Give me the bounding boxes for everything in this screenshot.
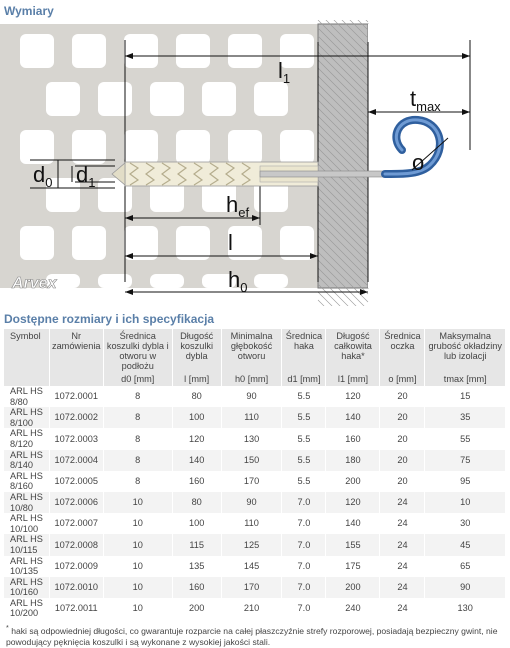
table-cell: 130 xyxy=(221,428,282,449)
table-row xyxy=(4,471,506,492)
spec-unit-cell: d0 [mm] xyxy=(103,373,172,386)
table-cell: 1072.0007 xyxy=(49,513,103,534)
spec-header-cell: Symbol xyxy=(4,329,49,373)
cladding-layer xyxy=(318,24,368,288)
table-cell: ARL HS 10/200 xyxy=(4,598,49,619)
table-row xyxy=(4,386,506,407)
table-cell: 170 xyxy=(221,577,282,598)
table-cell: 75 xyxy=(425,450,506,471)
table-row xyxy=(4,598,506,619)
table-cell: 5.5 xyxy=(282,407,326,428)
table-cell: 100 xyxy=(172,513,221,534)
label-l: l xyxy=(228,230,233,255)
table-cell: 140 xyxy=(326,407,380,428)
table-cell: ARL HS 8/80 xyxy=(4,386,49,407)
table-cell: 1072.0006 xyxy=(49,492,103,513)
table-cell: 120 xyxy=(172,428,221,449)
table-cell: 1072.0002 xyxy=(49,407,103,428)
table-row xyxy=(4,450,506,471)
dimensions-diagram xyxy=(0,20,510,306)
table-cell: 55 xyxy=(425,428,506,449)
table-cell: 160 xyxy=(326,428,380,449)
table-cell: 90 xyxy=(221,386,282,407)
table-row xyxy=(4,577,506,598)
table-cell: ARL HS 8/120 xyxy=(4,428,49,449)
table-cell: 5.5 xyxy=(282,471,326,492)
table-cell: 7.0 xyxy=(282,598,326,619)
label-o: o xyxy=(412,150,425,175)
svg-text:Arvex: Arvex xyxy=(12,275,57,292)
table-cell: ARL HS 8/100 xyxy=(4,407,49,428)
spec-header-cell: Długość całkowita haka* xyxy=(326,329,380,373)
spec-title: Dostępne rozmiary i ich specyfikacja xyxy=(4,312,215,326)
table-cell: 30 xyxy=(425,513,506,534)
table-cell: 125 xyxy=(221,534,282,555)
table-cell: ARL HS 10/115 xyxy=(4,534,49,555)
table-cell: 80 xyxy=(172,386,221,407)
table-row xyxy=(4,534,506,555)
spec-table xyxy=(4,329,506,619)
spec-header-cell: Średnica koszulki dybla i otworu w podłożu xyxy=(103,329,172,373)
table-cell: 45 xyxy=(425,534,506,555)
spec-unit-cell: o [mm] xyxy=(380,373,425,386)
table-cell: 10 xyxy=(425,492,506,513)
diagram-title: Wymiary xyxy=(4,4,54,18)
table-cell: 155 xyxy=(326,534,380,555)
table-cell: 170 xyxy=(221,471,282,492)
table-cell: 90 xyxy=(221,492,282,513)
table-cell: 10 xyxy=(103,598,172,619)
table-cell: 140 xyxy=(326,513,380,534)
table-cell: 160 xyxy=(172,577,221,598)
table-cell: 200 xyxy=(326,577,380,598)
table-cell: 24 xyxy=(380,556,425,577)
table-cell: 10 xyxy=(103,534,172,555)
table-cell: 65 xyxy=(425,556,506,577)
table-cell: 1072.0008 xyxy=(49,534,103,555)
spec-unit-cell: l [mm] xyxy=(172,373,221,386)
table-cell: 8 xyxy=(103,471,172,492)
table-cell: 95 xyxy=(425,471,506,492)
table-cell: 130 xyxy=(425,598,506,619)
table-cell: 20 xyxy=(380,450,425,471)
table-cell: 7.0 xyxy=(282,492,326,513)
table-row xyxy=(4,407,506,428)
table-cell: 20 xyxy=(380,386,425,407)
table-cell: 100 xyxy=(172,407,221,428)
table-cell: 180 xyxy=(326,450,380,471)
table-cell: 7.0 xyxy=(282,556,326,577)
table-cell: 1072.0005 xyxy=(49,471,103,492)
table-cell: 7.0 xyxy=(282,534,326,555)
spec-header-cell: Średnica oczka xyxy=(380,329,425,373)
table-cell: 24 xyxy=(380,534,425,555)
spec-unit-cell: h0 [mm] xyxy=(221,373,282,386)
table-cell: 1072.0003 xyxy=(49,428,103,449)
table-cell: 10 xyxy=(103,577,172,598)
table-cell: 10 xyxy=(103,492,172,513)
table-cell: 1072.0010 xyxy=(49,577,103,598)
table-cell: 24 xyxy=(380,492,425,513)
footnote-mark: * xyxy=(6,624,9,633)
label-d1: $d_1$ xyxy=(76,162,96,190)
spec-body xyxy=(4,386,506,619)
table-cell: 90 xyxy=(425,577,506,598)
table-cell: 110 xyxy=(221,407,282,428)
spec-header-cell: Średnica haka xyxy=(282,329,326,373)
table-cell: 5.5 xyxy=(282,386,326,407)
table-cell: 8 xyxy=(103,407,172,428)
spec-unit-cell: l1 [mm] xyxy=(326,373,380,386)
table-cell: 35 xyxy=(425,407,506,428)
label-h0: $h_0$ xyxy=(228,267,248,295)
table-cell: 115 xyxy=(172,534,221,555)
spec-header-row xyxy=(4,329,506,373)
table-cell: 200 xyxy=(172,598,221,619)
table-cell: 5.5 xyxy=(282,450,326,471)
table-row xyxy=(4,492,506,513)
table-cell: 1072.0009 xyxy=(49,556,103,577)
spec-unit-cell: d1 [mm] xyxy=(282,373,326,386)
label-hef: $h_{ef}$ xyxy=(226,192,250,220)
table-cell: 8 xyxy=(103,450,172,471)
label-tmax: $t_{max}$ xyxy=(410,86,441,114)
table-cell: 210 xyxy=(221,598,282,619)
table-cell: 150 xyxy=(221,450,282,471)
table-cell: 120 xyxy=(326,386,380,407)
footnote-text: haki są odpowiedniej długości, co gwarantuje rozparcie na całej płaszczyźnie strefy rozporowej, posiadają bezpieczny gwint, nie powodujący pęknięcia koszulki i są wykonane z wysokiej jakości stali. xyxy=(6,625,498,647)
table-cell: 135 xyxy=(172,556,221,577)
table-cell: 24 xyxy=(380,598,425,619)
spec-header-cell: Nr zamówienia xyxy=(49,329,103,373)
table-cell: 15 xyxy=(425,386,506,407)
spec-unit-cell xyxy=(4,373,49,386)
table-cell: 240 xyxy=(326,598,380,619)
spec-units-row xyxy=(4,373,506,386)
label-d0: $d_0$ xyxy=(33,162,53,190)
table-cell: 10 xyxy=(103,513,172,534)
footnote xyxy=(0,619,510,648)
table-row xyxy=(4,513,506,534)
spec-header-cell: Minimalna głębokość otworu xyxy=(221,329,282,373)
table-cell: ARL HS 10/80 xyxy=(4,492,49,513)
table-cell: 1072.0011 xyxy=(49,598,103,619)
spec-unit-cell xyxy=(49,373,103,386)
table-cell: 175 xyxy=(326,556,380,577)
table-cell: ARL HS 8/140 xyxy=(4,450,49,471)
table-cell: 8 xyxy=(103,386,172,407)
table-cell: 7.0 xyxy=(282,513,326,534)
spec-header-cell: Długość koszulki dybla xyxy=(172,329,221,373)
table-cell: 24 xyxy=(380,513,425,534)
arvex-logo xyxy=(11,275,58,292)
table-cell: 120 xyxy=(326,492,380,513)
table-cell: 7.0 xyxy=(282,577,326,598)
table-cell: 1072.0004 xyxy=(49,450,103,471)
table-cell: ARL HS 8/160 xyxy=(4,471,49,492)
table-cell: 8 xyxy=(103,428,172,449)
table-cell: 1072.0001 xyxy=(49,386,103,407)
table-cell: 80 xyxy=(172,492,221,513)
label-l1: $l_1$ xyxy=(278,58,291,86)
table-cell: 10 xyxy=(103,556,172,577)
table-cell: 20 xyxy=(380,407,425,428)
table-cell: 24 xyxy=(380,577,425,598)
spec-unit-cell: tmax [mm] xyxy=(425,373,506,386)
table-cell: 110 xyxy=(221,513,282,534)
table-cell: 20 xyxy=(380,428,425,449)
table-cell: ARL HS 10/100 xyxy=(4,513,49,534)
table-cell: 20 xyxy=(380,471,425,492)
table-cell: ARL HS 10/160 xyxy=(4,577,49,598)
table-cell: 145 xyxy=(221,556,282,577)
table-cell: 160 xyxy=(172,471,221,492)
dimensions-svg xyxy=(0,20,510,306)
table-row xyxy=(4,428,506,449)
spec-header-cell: Maksymalna grubość okładziny lub izolacji xyxy=(425,329,506,373)
table-cell: ARL HS 10/135 xyxy=(4,556,49,577)
table-cell: 5.5 xyxy=(282,428,326,449)
table-cell: 200 xyxy=(326,471,380,492)
table-cell: 140 xyxy=(172,450,221,471)
